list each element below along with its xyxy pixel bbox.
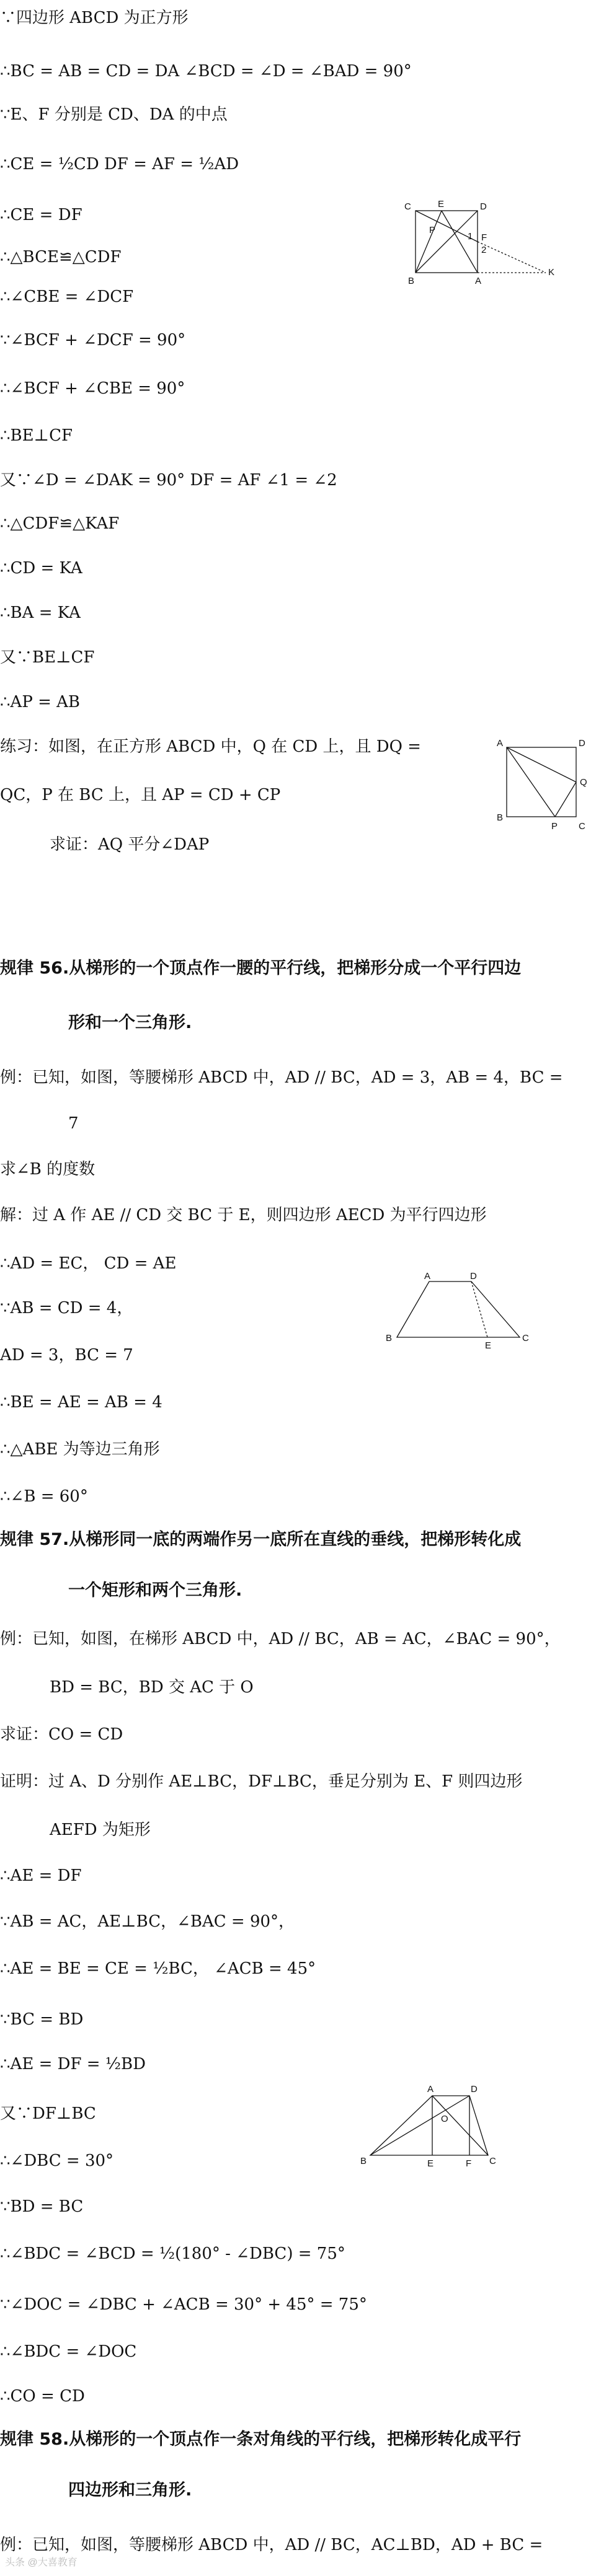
text-line: ∵E、F 分别是 CD、DA 的中点	[0, 105, 228, 124]
rule-heading: 规律 58.从梯形的一个顶点作一条对角线的平行线，把梯形转化成平行	[0, 2430, 522, 2449]
text-line: ∴△BCE≌△CDF	[0, 248, 122, 266]
figure-square-1	[403, 197, 577, 296]
fig4-label: C	[489, 2156, 496, 2166]
text-line: ∴∠BCF + ∠CBE = 90°	[0, 379, 185, 398]
text-line: ∴∠BDC = ∠BCD = ½(180° - ∠DBC) = 75°	[0, 2244, 345, 2263]
fig3-label: D	[470, 1271, 477, 1281]
text-line: 求证：CO = CD	[0, 1725, 123, 1744]
fig1-label: D	[480, 201, 487, 212]
text-line: 证明：过 A、D 分别作 AE⊥BC，DF⊥BC，垂足分别为 E、F 则四边形	[0, 1772, 523, 1791]
fig4-label: B	[360, 2156, 367, 2166]
text-line: ∴∠B = 60°	[0, 1487, 88, 1506]
text-line: ∵AB = CD = 4，	[0, 1299, 133, 1317]
fig4-label: D	[471, 2084, 478, 2095]
fig3-label: B	[386, 1333, 393, 1343]
text-line: 7	[68, 1114, 79, 1133]
text-line: ∴AE = BE = CE = ½BC， ∠ACB = 45°	[0, 1959, 316, 1978]
fig3-label: A	[424, 1271, 431, 1281]
fig4-label: E	[427, 2158, 434, 2169]
figure-trapezoid-2	[357, 2082, 512, 2175]
text-line: ∴CD = KA	[0, 559, 82, 578]
text-line: AD = 3，BC = 7	[0, 1346, 133, 1365]
text-line: 求∠B 的度数	[0, 1160, 96, 1179]
fig1-label: A	[475, 276, 482, 286]
text-line: ∴CE = DF	[0, 206, 82, 224]
fig2-label: Q	[580, 777, 587, 788]
fig2-label: P	[551, 821, 558, 832]
text-line: ∴CE = ½CD DF = AF = ½AD	[0, 155, 239, 174]
fig2-label: C	[579, 821, 585, 832]
text-line: 例：已知，如图，等腰梯形 ABCD 中，AD // BC，AC⊥BD，AD + BC =	[0, 2536, 543, 2554]
text-line: ∴AD = EC， CD = AE	[0, 1254, 177, 1273]
text-line: 例：已知，如图，等腰梯形 ABCD 中，AD // BC，AD = 3，AB = 4，BC =	[0, 1068, 563, 1087]
fig3-label: C	[522, 1333, 529, 1343]
fig1-label: B	[408, 276, 415, 286]
text-line: 练习：如图，在正方形 ABCD 中，Q 在 CD 上，且 DQ =	[0, 737, 421, 756]
rule-heading: 规律 57.从梯形同一底的两端作另一底所在直线的垂线，把梯形转化成	[0, 1530, 522, 1549]
fig1-label: E	[438, 199, 445, 209]
text-line: ∴BE⊥CF	[0, 426, 73, 445]
figure-square-2	[493, 732, 598, 832]
text-line: ∴CO = CD	[0, 2387, 85, 2406]
fig2-label: D	[579, 738, 585, 749]
text-line: ∴∠DBC = 30°	[0, 2152, 114, 2170]
fig1-label: 2	[481, 245, 487, 255]
text-line: ∴AE = DF	[0, 1866, 82, 1885]
rule-heading: 四边形和三角形.	[68, 2481, 192, 2500]
fig4-label: A	[427, 2084, 434, 2095]
text-line: AEFD 为矩形	[50, 1821, 151, 1839]
text-line: ∴∠BDC = ∠DOC	[0, 2342, 137, 2361]
fig4-label: O	[441, 2114, 448, 2124]
fig4-label: F	[466, 2158, 472, 2169]
text-line: ∴BE = AE = AB = 4	[0, 1393, 162, 1412]
fig2-label: B	[497, 812, 504, 823]
text-line: ∴BA = KA	[0, 604, 81, 622]
text-line: QC，P 在 BC 上，且 AP = CD + CP	[0, 786, 281, 804]
fig1-label: 1	[468, 231, 473, 242]
text-line: 又∵BE⊥CF	[0, 648, 95, 667]
text-line: 例：已知，如图，在梯形 ABCD 中，AD // BC，AB = AC，∠BAC = 90°，	[0, 1630, 561, 1648]
text-line: ∵∠BCF + ∠DCF = 90°	[0, 331, 186, 349]
watermark: 头条 @大喜教育	[5, 2557, 78, 2568]
text-line: ∴AP = AB	[0, 693, 81, 711]
fig1-label: K	[548, 267, 555, 278]
text-line: ∴∠CBE = ∠DCF	[0, 288, 134, 306]
text-line: ∵四边形 ABCD 为正方形	[0, 9, 189, 27]
text-line: ∴△ABE 为等边三角形	[0, 1440, 160, 1459]
fig3-label: E	[485, 1340, 492, 1351]
text-line: ∵AB = AC，AE⊥BC，∠BAC = 90°，	[0, 1912, 295, 1931]
rule-heading: 一个矩形和两个三角形.	[68, 1581, 242, 1600]
text-line: ∴BC = AB = CD = DA ∠BCD = ∠D = ∠BAD = 90°	[0, 62, 412, 81]
text-line: 求证：AQ 平分∠DAP	[50, 835, 210, 854]
fig2-label: A	[497, 738, 504, 749]
text-line: ∴AE = DF = ½BD	[0, 2055, 146, 2073]
text-line: 解：过 A 作 AE // CD 交 BC 于 E，则四边形 AECD 为平行四边形	[0, 1206, 487, 1224]
fig1-label: P	[429, 225, 436, 235]
rule-heading: 形和一个三角形.	[68, 1013, 192, 1032]
text-line: ∵BD = BC	[0, 2197, 84, 2216]
text-line: ∵BC = BD	[0, 2010, 84, 2029]
figure-trapezoid-1	[378, 1270, 552, 1351]
text-line: ∵∠DOC = ∠DBC + ∠ACB = 30° + 45° = 75°	[0, 2295, 367, 2314]
text-line: ∴△CDF≌△KAF	[0, 514, 120, 533]
text-line: BD = BC，BD 交 AC 于 O	[50, 1678, 254, 1697]
rule-heading: 规律 56.从梯形的一个顶点作一腰的平行线，把梯形分成一个平行四边	[0, 959, 522, 978]
text-line: 又∵DF⊥BC	[0, 2104, 96, 2123]
text-line: 又∵∠D = ∠DAK = 90° DF = AF ∠1 = ∠2	[0, 471, 337, 490]
fig1-label: F	[481, 232, 487, 243]
fig1-label: C	[404, 201, 411, 212]
